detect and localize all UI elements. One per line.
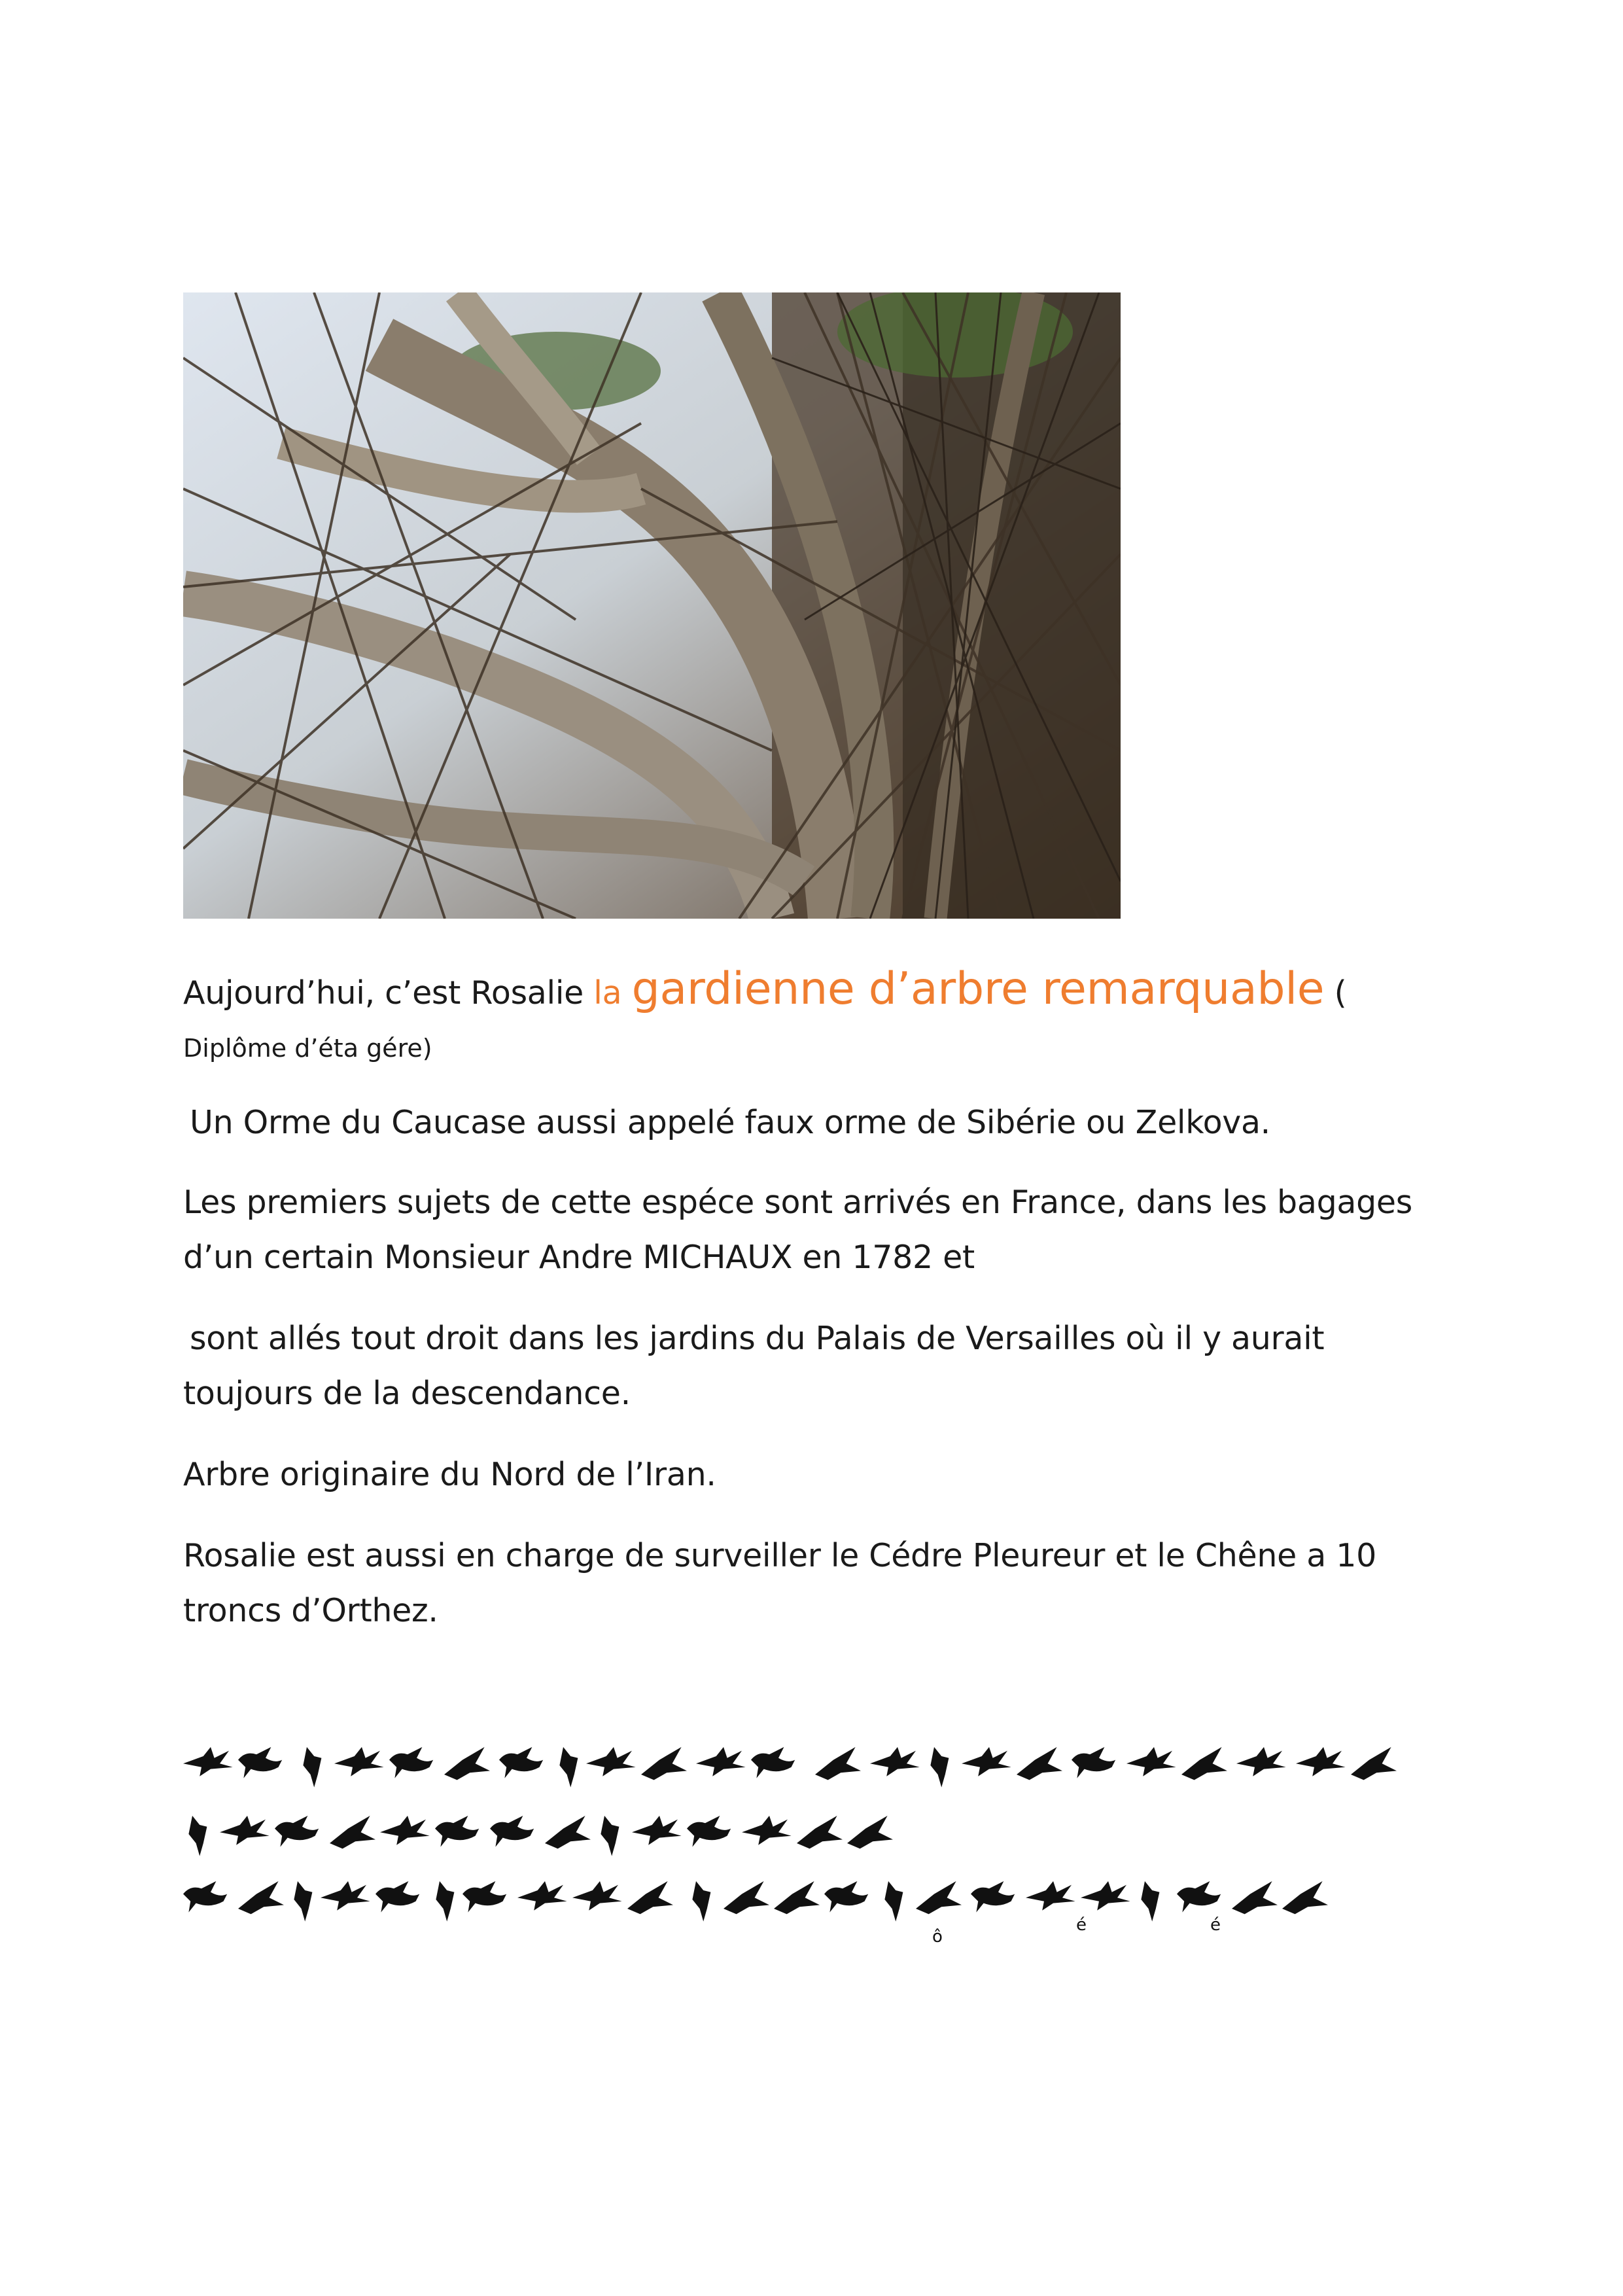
bird-glyph-o: ô: [932, 1927, 943, 1947]
paragraph-origin-text: Arbre originaire du Nord de l’Iran.: [183, 1456, 716, 1493]
bird-glyph-e1: é: [1076, 1915, 1087, 1935]
paragraph-versailles-line-2: toujours de la descendance.: [183, 1375, 631, 1412]
paragraph-history-line-1: Les premiers sujets de cette espéce sont arrivés en France, dans les bagages: [183, 1184, 1412, 1221]
paragraph-species: [190, 1095, 1433, 1150]
diploma-note: Diplôme d’éta gére): [183, 1034, 432, 1063]
paragraph-history: [183, 1175, 1426, 1285]
paragraph-rosalie-line-1: Rosalie est aussi en charge de surveiller le Cédre Pleureur et le Chêne a 10: [183, 1537, 1377, 1574]
paragraph-species-text: Un Orme du Caucase aussi appelé faux orme de Sibérie ou Zelkova.: [190, 1104, 1270, 1141]
intro-paren: (: [1324, 974, 1347, 1012]
bird-glyph-e2: é: [1210, 1915, 1221, 1935]
intro-accent-title: gardienne d’arbre remarquable: [631, 963, 1325, 1015]
intro-line: [183, 962, 1426, 1021]
paragraph-versailles-line-1: sont allés tout droit dans les jardins du Palais de Versailles où il y aurait: [190, 1320, 1325, 1357]
intro-accent-article: la: [593, 974, 632, 1012]
tree-branches-image: [183, 292, 1121, 919]
paragraph-history-line-2: d’un certain Monsieur Andre MICHAUX en 1782 et: [183, 1239, 975, 1276]
tree-photo: [183, 292, 1121, 919]
paragraph-rosalie-line-2: troncs d’Orthez.: [183, 1592, 438, 1629]
paragraph-origin: [183, 1447, 1426, 1502]
bird-silhouettes-decoration: [183, 1734, 1426, 1950]
paragraph-versailles: [183, 1311, 1433, 1421]
intro-lead: Aujourd’hui, c’est Rosalie: [183, 974, 594, 1012]
bird-silhouettes-icon: [183, 1734, 1426, 1950]
paragraph-rosalie: [183, 1528, 1426, 1638]
